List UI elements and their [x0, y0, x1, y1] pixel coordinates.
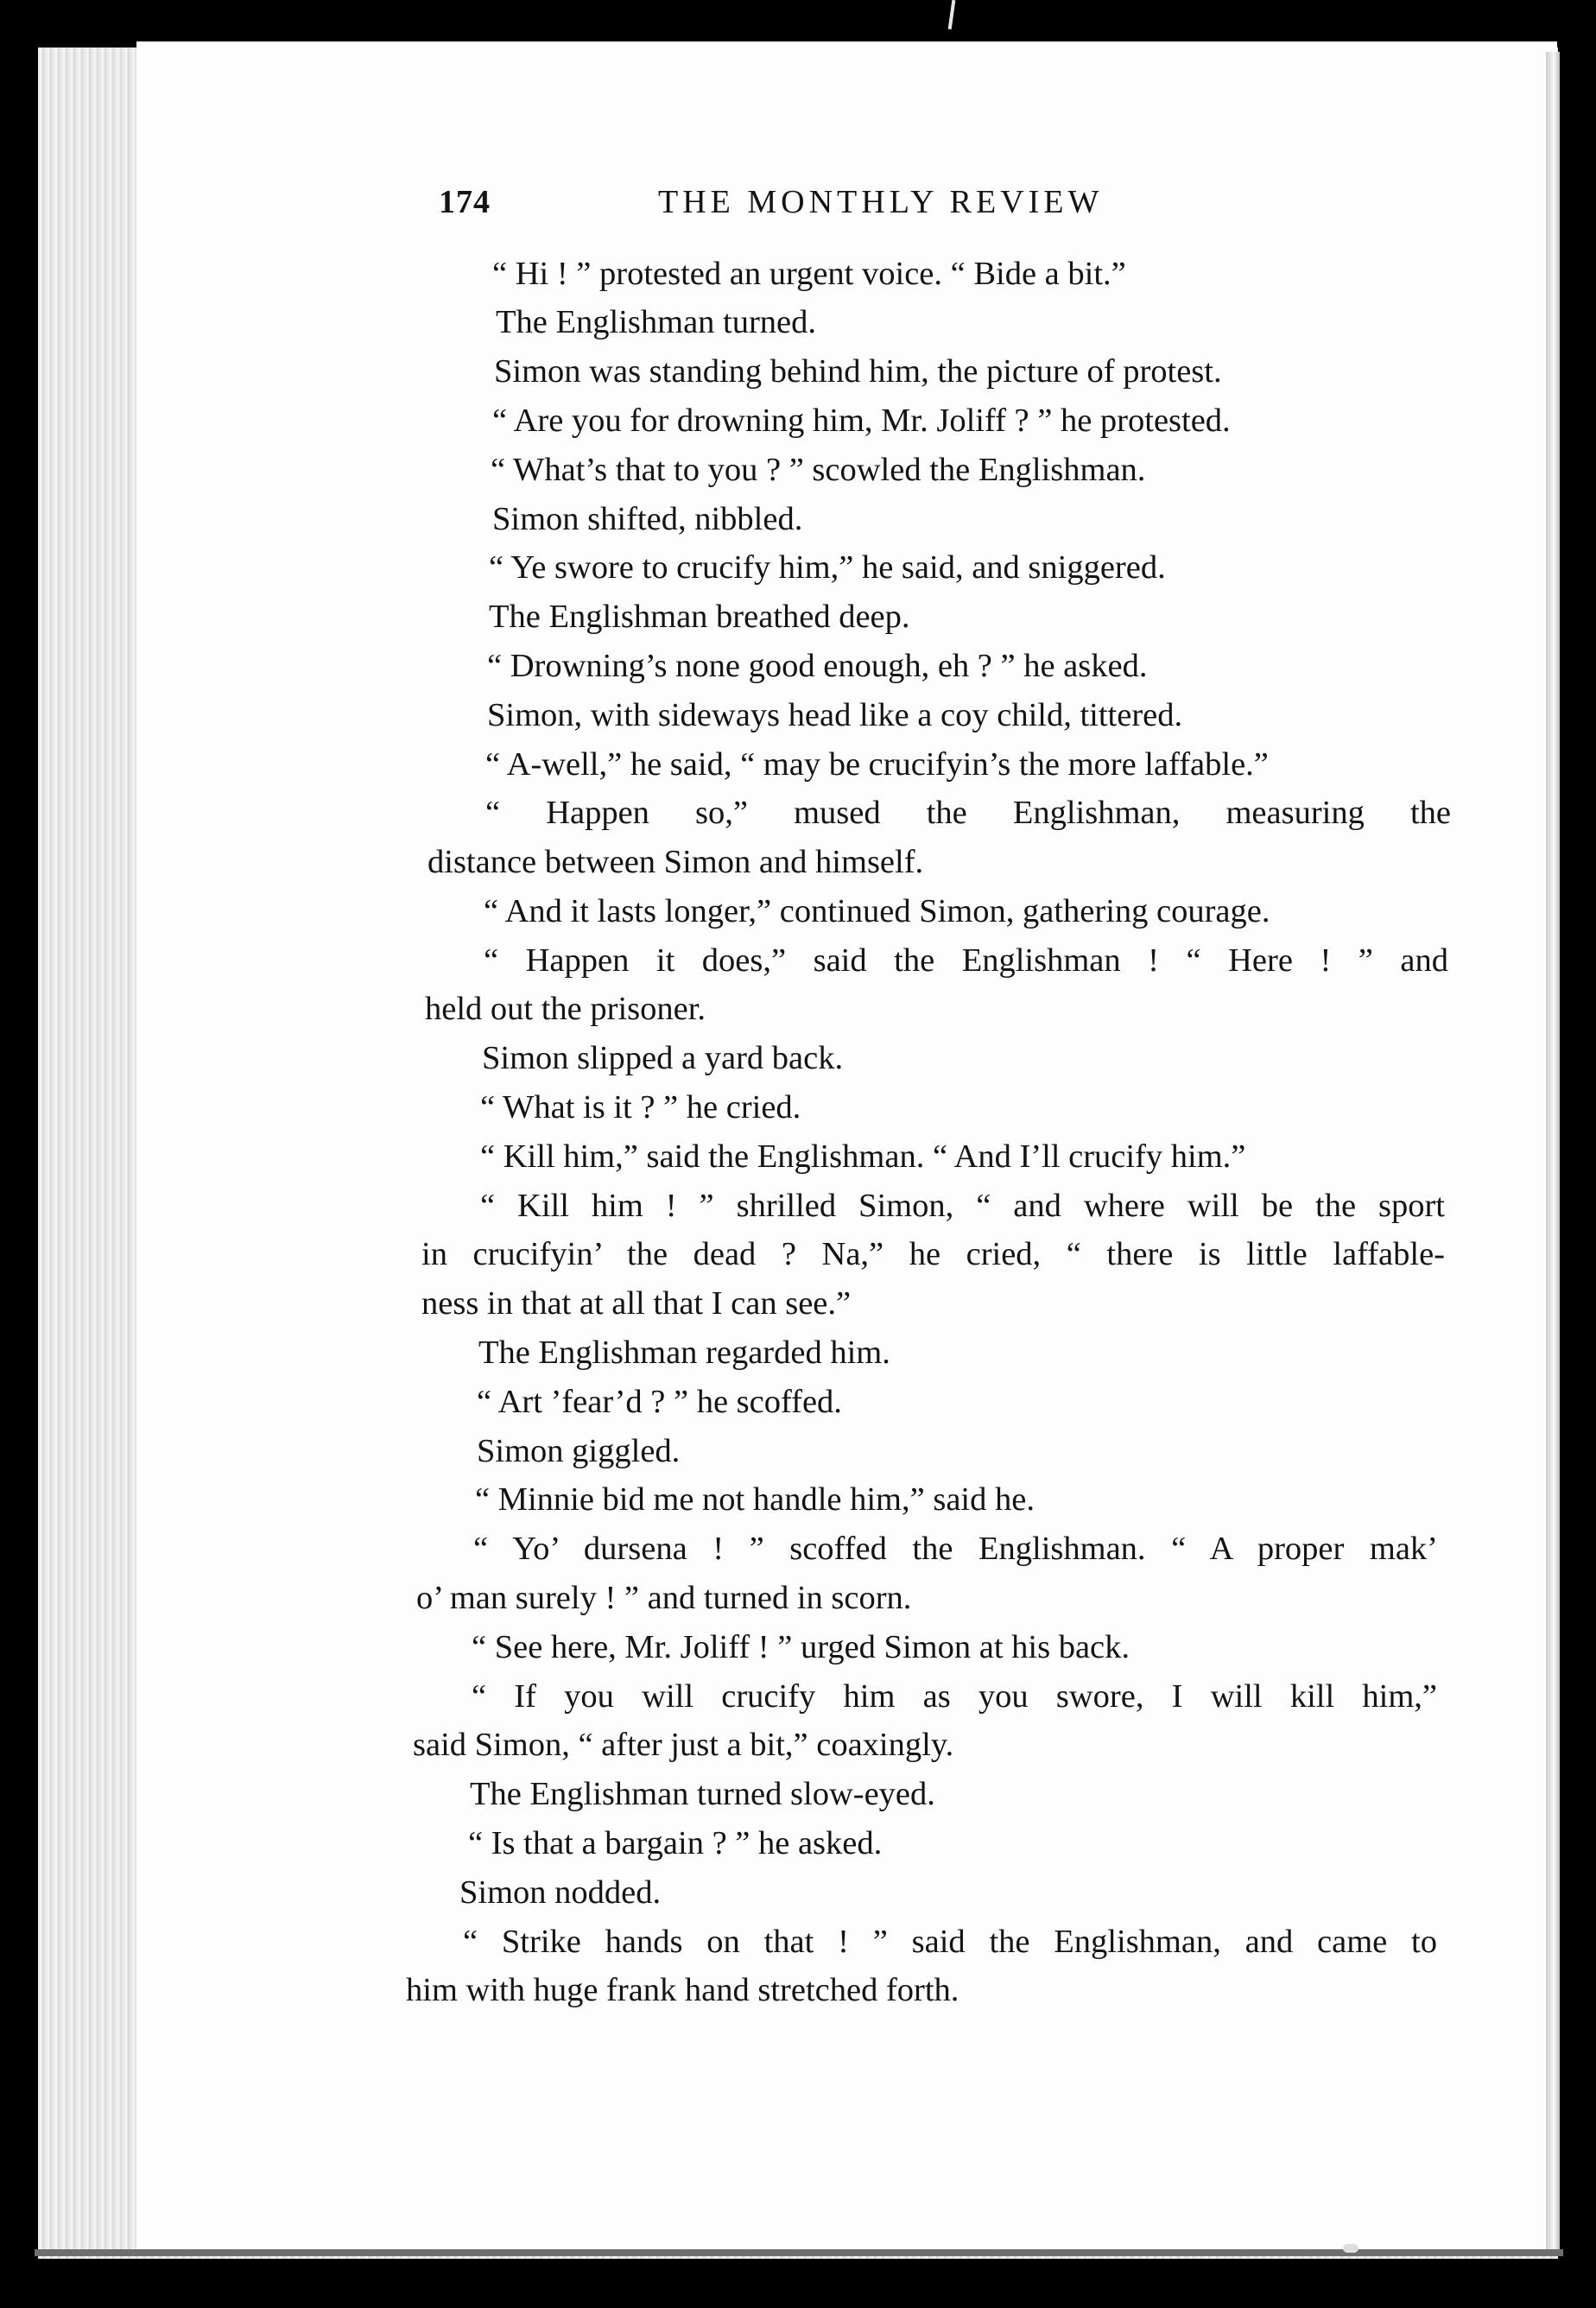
text-line: “ Happen it does,” said the Englishman ! “ Here ! ” and — [484, 942, 1448, 979]
text-line: Simon slipped a yard back. — [482, 1040, 844, 1076]
text-line: The Englishman breathed deep. — [489, 599, 910, 635]
text-line: “ Art ’fear’d ? ” he scoffed. — [477, 1384, 842, 1420]
text-line: “ Ye swore to crucify him,” he said, and sniggered. — [489, 549, 1166, 586]
text-line: ness in that at all that I can see.” — [421, 1285, 852, 1322]
text-line: said Simon, “ after just a bit,” coaxingly. — [413, 1727, 954, 1763]
text-line: distance between Simon and himself. — [428, 844, 924, 880]
text-line: “ And it lasts longer,” continued Simon, gathering courage. — [484, 893, 1270, 929]
page-number: 174 — [439, 184, 491, 220]
text-line: “ Is that a bargain ? ” he asked. — [468, 1825, 883, 1861]
text-line: “ Kill him,” said the Englishman. “ And I’ll crucify him.” — [480, 1138, 1246, 1175]
text-line: Simon giggled. — [477, 1433, 681, 1469]
text-line: “ A-well,” he said, “ may be crucifyin’s the more laffable.” — [485, 746, 1269, 783]
text-line: Simon shifted, nibbled. — [492, 501, 803, 537]
text-line: Simon nodded. — [459, 1874, 662, 1911]
text-line: “ Yo’ dursena ! ” scoffed the Englishman. “ A proper mak’ — [473, 1531, 1438, 1567]
text-line: “ If you will crucify him as you swore, I will kill him,” — [472, 1678, 1437, 1715]
text-line: in crucifyin’ the dead ? Na,” he cried, “ there is little laffable- — [421, 1236, 1445, 1272]
text-line: “ Minnie bid me not handle him,” said he. — [475, 1481, 1035, 1518]
text-line: “ What’s that to you ? ” scowled the Englishman. — [491, 452, 1146, 488]
text-line: “ Happen so,” mused the Englishman, measuring the — [485, 795, 1451, 831]
text-line: “ Are you for drowning him, Mr. Joliff ? ” he protested. — [492, 403, 1231, 439]
text-line: o’ man surely ! ” and turned in scorn. — [416, 1580, 912, 1616]
text-line: “ Kill him ! ” shrilled Simon, “ and where will be the sport — [480, 1188, 1445, 1224]
text-line: held out the prisoner. — [425, 991, 706, 1027]
text-line: “ Hi ! ” protested an urgent voice. “ Bide a bit.” — [492, 256, 1126, 292]
text-line: The Englishman turned. — [496, 304, 817, 340]
text-line: “ What is it ? ” he cried. — [480, 1089, 801, 1125]
text-line: Simon, with sideways head like a coy child, tittered. — [487, 697, 1183, 733]
text-line: him with huge frank hand stretched forth. — [406, 1972, 960, 2008]
text-line: “ See here, Mr. Joliff ! ” urged Simon at his back. — [472, 1629, 1130, 1665]
text-line: The Englishman turned slow-eyed. — [470, 1776, 935, 1812]
text-line: The Englishman regarded him. — [478, 1335, 890, 1371]
running-head: THE MONTHLY REVIEW — [658, 184, 1104, 220]
text-line: Simon was standing behind him, the picture of protest. — [494, 353, 1222, 390]
text-line: “ Strike hands on that ! ” said the Englishman, and came to — [463, 1924, 1437, 1960]
text-line: “ Drowning’s none good enough, eh ? ” he asked. — [487, 648, 1148, 684]
